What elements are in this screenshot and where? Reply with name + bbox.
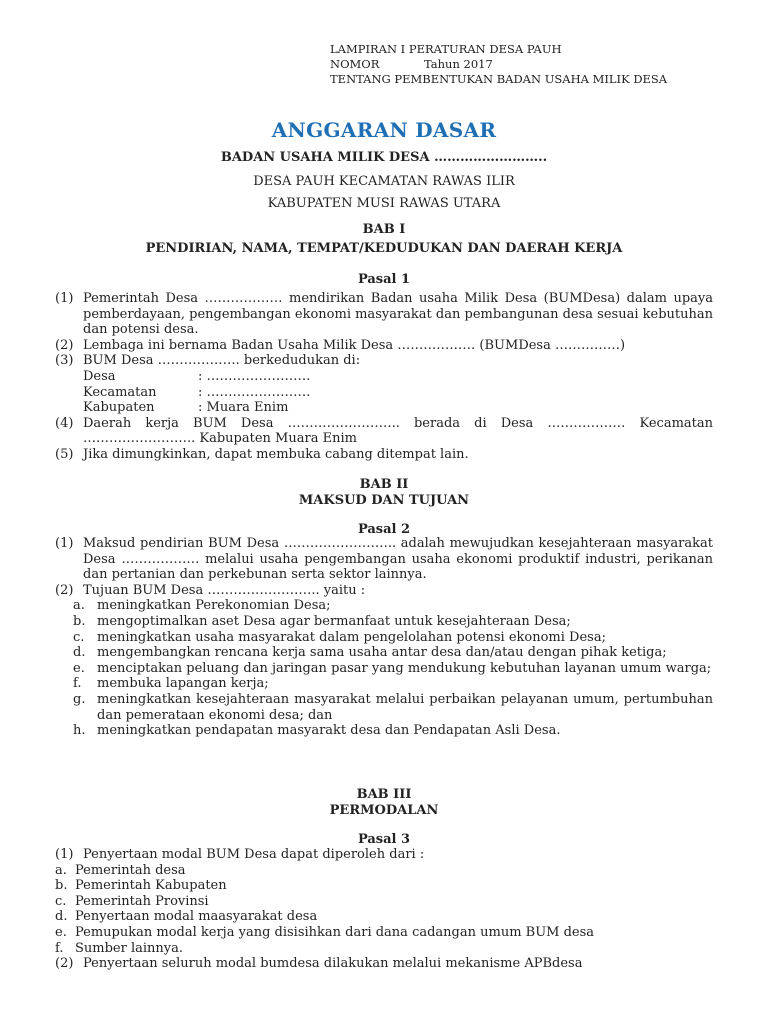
document-subtitle-desa: DESA PAUH KECAMATAN RAWAS ILIR [253,174,515,189]
sub-item-letter: h. [73,723,86,739]
sub-item-text: meningkatkan Perekonomian Desa; [97,598,331,614]
item-number: (1) [55,536,74,551]
location-row-kabupaten [83,400,713,416]
pasal3-heading: Pasal 3 [357,832,411,847]
sub-item [55,863,713,879]
sub-item-text: meningkatkan kesejahteraan masyarakat melalui perbaikan pelayanan umum, pertumbuhan dan pemerataan ekonomi desa; dan [97,691,713,723]
header-lampiran: LAMPIRAN I PERATURAN DESA PAUH [330,42,562,56]
pasal1-heading: Pasal 1 [357,272,411,287]
item-number: (2) [55,956,74,972]
sub-item-text: Pemerintah Provinsi [75,893,209,909]
item-text: Maksud pendirian BUM Desa …………………….. adalah mewujudkan kesejahteraan masyarakat Desa ……………… melalui usaha pengembangan usaha ekonomi produktif industri, perikanan dan pertanian dan perkebunan serta sektor lainnya. [83,536,713,583]
document-title: ANGGARAN DASAR [271,118,497,142]
pasal1-item-4 [55,416,713,447]
item-text: Penyertaan modal BUM Desa dapat diperoleh dari : [83,847,425,862]
sub-item-letter: a. [55,862,67,878]
bab3-title: PERMODALAN [329,803,439,818]
pasal1-item-1 [55,291,713,338]
sub-item [55,925,713,941]
bab1-title: PENDIRIAN, NAMA, TEMPAT/KEDUDUKAN DAN DAERAH KERJA [145,241,623,256]
sub-item-text: menciptakan peluang dan jaringan pasar yang mendukung kebutuhan layanan umum warga; [97,660,712,676]
sub-item-letter: e. [73,660,85,676]
pasal1-item-2 [55,338,713,354]
sub-item-letter: c. [73,629,85,645]
sub-item [55,598,713,614]
sub-item [55,692,713,723]
sub-item-letter: b. [55,878,68,894]
header-nomor [330,57,667,72]
sub-item-letter: f. [55,940,64,956]
sub-item [55,645,713,661]
sub-item-text: mengoptimalkan aset Desa agar bermanfaat untuk kesejahteraan Desa; [97,613,571,629]
item-text: Tujuan BUM Desa …………………….. yaitu : [83,582,366,598]
sub-item-letter: f. [73,676,82,692]
location-row-desa [83,369,713,385]
item-text: BUM Desa ………………. berkedudukan di: [83,353,361,369]
sub-item-text: membuka lapangan kerja; [97,676,269,692]
sub-item [55,878,713,894]
header-tentang: TENTANG PEMBENTUKAN BADAN USAHA MILIK DESA [330,72,668,86]
bab2-heading: BAB II [359,477,409,492]
location-value: : Muara Enim [198,400,289,416]
pasal3-subitems [55,863,713,957]
bab2-title: MAKSUD DAN TUJUAN [298,493,470,508]
pasal2-subitems [55,598,713,738]
sub-item-letter: d. [73,645,86,661]
item-number: (3) [55,353,74,369]
pasal3-item-1 [55,847,713,863]
sub-item [55,909,713,925]
sub-item-letter: g. [73,691,86,707]
item-number: (5) [55,446,74,462]
document-subtitle-bumdes: BADAN USAHA MILIK DESA …………………….. [220,150,548,165]
sub-item-letter: b. [73,613,86,629]
sub-item-text: meningkatkan pendapatan masyarakt desa dan Pendapatan Asli Desa. [97,723,561,739]
pasal2-heading: Pasal 2 [357,522,411,537]
pasal2-body [55,536,713,739]
pasal1-body [55,291,713,463]
bab1-heading: BAB I [362,222,406,237]
pasal2-item-1 [55,536,713,583]
item-number: (2) [55,582,74,598]
sub-item [55,723,713,739]
sub-item-text: mengembangkan rencana kerja sama usaha antar desa dan/atau dengan pihak ketiga; [97,645,667,661]
location-value: : …………………… [198,368,311,384]
header-tahun: Tahun 2017 [424,57,493,71]
item-number: (1) [55,847,74,862]
document-subtitle-kabupaten: KABUPATEN MUSI RAWAS UTARA [267,196,501,211]
sub-item [55,614,713,630]
sub-item-text: meningkatkan usaha masyarakat dalam pengelolahan potensi ekonomi Desa; [97,629,606,645]
sub-item-letter: a. [73,598,85,614]
sub-item [55,941,713,957]
pasal3-body [55,847,713,972]
item-number: (1) [55,291,74,306]
sub-item [55,894,713,910]
item-text: Lembaga ini bernama Badan Usaha Milik Desa ……………… (BUMDesa ……………) [83,337,626,353]
location-value: : …………………… [198,384,311,400]
item-text: Pemerintah Desa ……………… mendirikan Badan usaha Milik Desa (BUMDesa) dalam upaya pemberdayaan, pengembangan ekonomi masyarakat dan pembangunan desa sesuai kebutuhan dan potensi desa. [83,291,713,338]
sub-item-text: Pemerintah Kabupaten [75,878,227,894]
sub-item [55,661,713,677]
sub-item-letter: c. [55,893,67,909]
sub-item-letter: d. [55,909,68,925]
sub-item [55,630,713,646]
sub-item-text: Pemerintah desa [75,862,186,878]
sub-item-text: Sumber lainnya. [75,940,184,956]
sub-item-text: Penyertaan modal maasyarakat desa [75,909,318,925]
location-row-kecamatan [83,385,713,401]
item-number: (4) [55,415,74,431]
sub-item-letter: e. [55,924,67,940]
pasal1-item-5 [55,447,713,463]
location-key: Kecamatan [83,384,157,400]
header-nomor-label: NOMOR [330,57,380,71]
location-key: Kabupaten [83,400,155,416]
item-text: Daerah kerja BUM Desa …………………….. berada di Desa ……………… Kecamatan …………………….. Kabupaten Muara Enim [83,415,713,447]
pasal2-item-2 [55,583,713,599]
item-text: Jika dimungkinkan, dapat membuka cabang ditempat lain. [83,446,469,462]
sub-item-text: Pemupukan modal kerja yang disisihkan dari dana cadangan umum BUM desa [75,924,595,940]
attachment-header [330,42,667,87]
pasal1-item-3 [55,353,713,415]
location-key: Desa [83,368,116,384]
bab3-heading: BAB III [356,787,412,802]
sub-item [55,676,713,692]
item-text: Penyertaan seluruh modal bumdesa dilakukan melalui mekanisme APBdesa [83,956,583,972]
item-number: (2) [55,337,74,353]
pasal3-item-2 [55,956,713,972]
